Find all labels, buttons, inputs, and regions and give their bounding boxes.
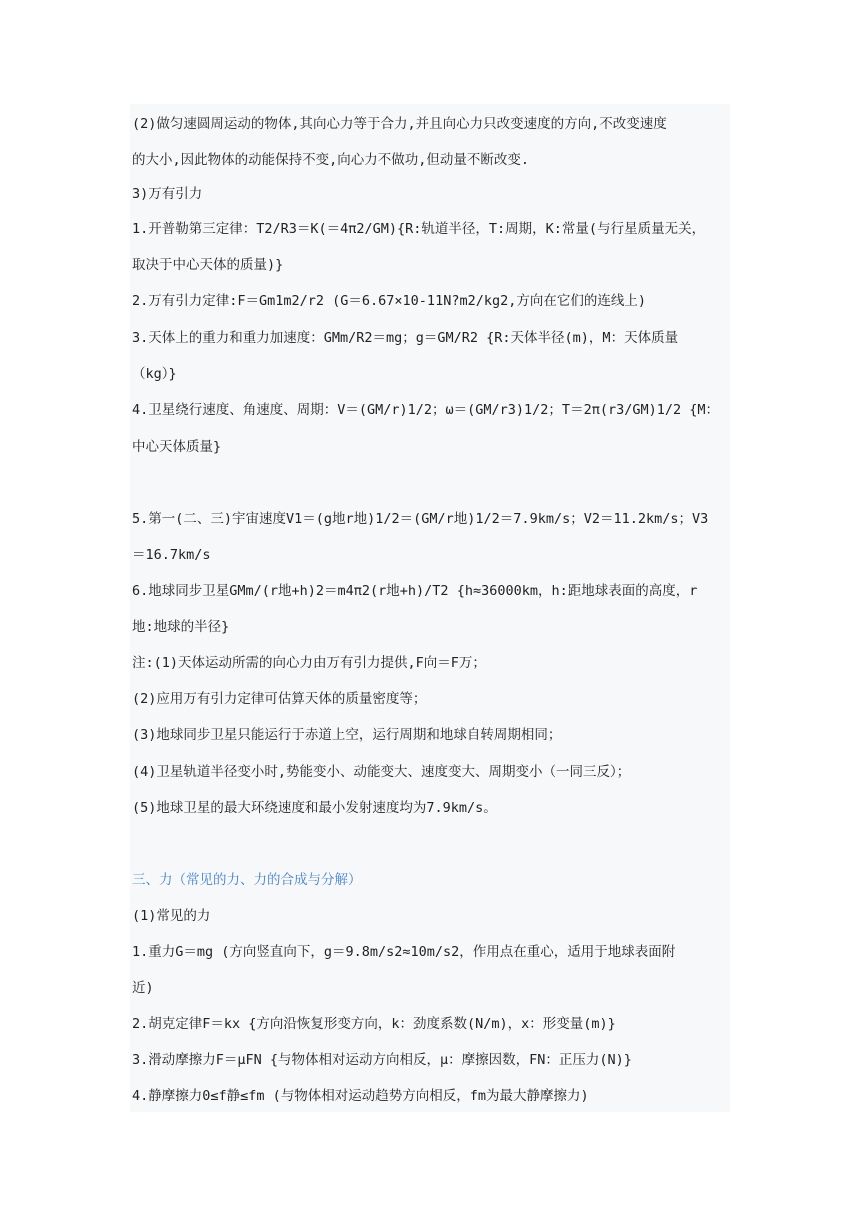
text-line: 地:地球的半径}: [132, 619, 230, 635]
text-line: 3.滑动摩擦力F＝μFN {与物体相对运动方向相反，μ：摩擦因数，FN：正压力(N)}: [132, 1052, 632, 1068]
text-line: 3.天体上的重力和重力加速度：GMm/R2＝mg；g＝GM/R2 {R:天体半径(m)，M：天体质量: [132, 330, 679, 346]
text-line: 1.开普勒第三定律：T2/R3＝K(＝4π2/GM){R:轨道半径，T:周期，K:常量(与行星质量无关，: [132, 221, 706, 237]
text-line: (4)卫星轨道半径变小时,势能变小、动能变大、速度变大、周期变小（一同三反）；: [132, 764, 631, 780]
section-subheading: 3)万有引力: [132, 186, 203, 202]
text-line: 取决于中心天体的质量)}: [132, 257, 284, 273]
text-line: 的大小,因此物体的动能保持不变,向心力不做功,但动量不断改变.: [132, 152, 530, 168]
text-line: (3)地球同步卫星只能运行于赤道上空，运行周期和地球自转周期相同；: [132, 727, 562, 743]
text-line: 5.第一(二、三)宇宙速度V1＝(g地r地)1/2＝(GM/r地)1/2＝7.9km/s；V2＝11.2km/s；V3: [132, 511, 709, 527]
text-line: (5)地球卫星的最大环绕速度和最小发射速度均为7.9km/s。: [132, 800, 497, 816]
text-line: ＝16.7km/s: [132, 547, 211, 563]
text-line: 1.重力G＝mg (方向竖直向下，g＝9.8m/s2≈10m/s2，作用点在重心，适用于地球表面附: [132, 944, 676, 960]
text-line: 4.卫星绕行速度、角速度、周期：V＝(GM/r)1/2；ω＝(GM/r3)1/2；T＝2π(r3/GM)1/2 {M：: [132, 402, 719, 418]
text-line: (2)应用万有引力定律可估算天体的质量密度等；: [132, 691, 427, 707]
text-line: (2)做匀速圆周运动的物体,其向心力等于合力,并且向心力只改变速度的方向,不改变速度: [132, 116, 667, 132]
text-line: 6.地球同步卫星GMm/(r地+h)2＝m4π2(r地+h)/T2 {h≈36000km，h:距地球表面的高度，r: [132, 583, 698, 599]
section-subheading: (1)常见的力: [132, 908, 211, 924]
text-line: 2.万有引力定律:F＝Gm1m2/r2 (G＝6.67×10-11N?m2/kg2,方向在它们的连线上): [132, 293, 646, 309]
document-body: [130, 104, 730, 1112]
text-line: 中心天体质量}: [132, 439, 222, 455]
text-line: （kg）}: [132, 366, 177, 382]
section-heading: 三、力（常见的力、力的合成与分解）: [132, 872, 362, 888]
text-line: 近): [132, 980, 154, 996]
text-line: 注:(1)天体运动所需的向心力由万有引力提供,F向＝F万；: [132, 655, 486, 671]
text-line: 4.静摩擦力0≤f静≤fm (与物体相对运动趋势方向相反，fm为最大静摩擦力): [132, 1088, 589, 1104]
text-line: 2.胡克定律F＝kx {方向沿恢复形变方向，k：劲度系数(N/m)，x：形变量(m)}: [132, 1016, 616, 1032]
